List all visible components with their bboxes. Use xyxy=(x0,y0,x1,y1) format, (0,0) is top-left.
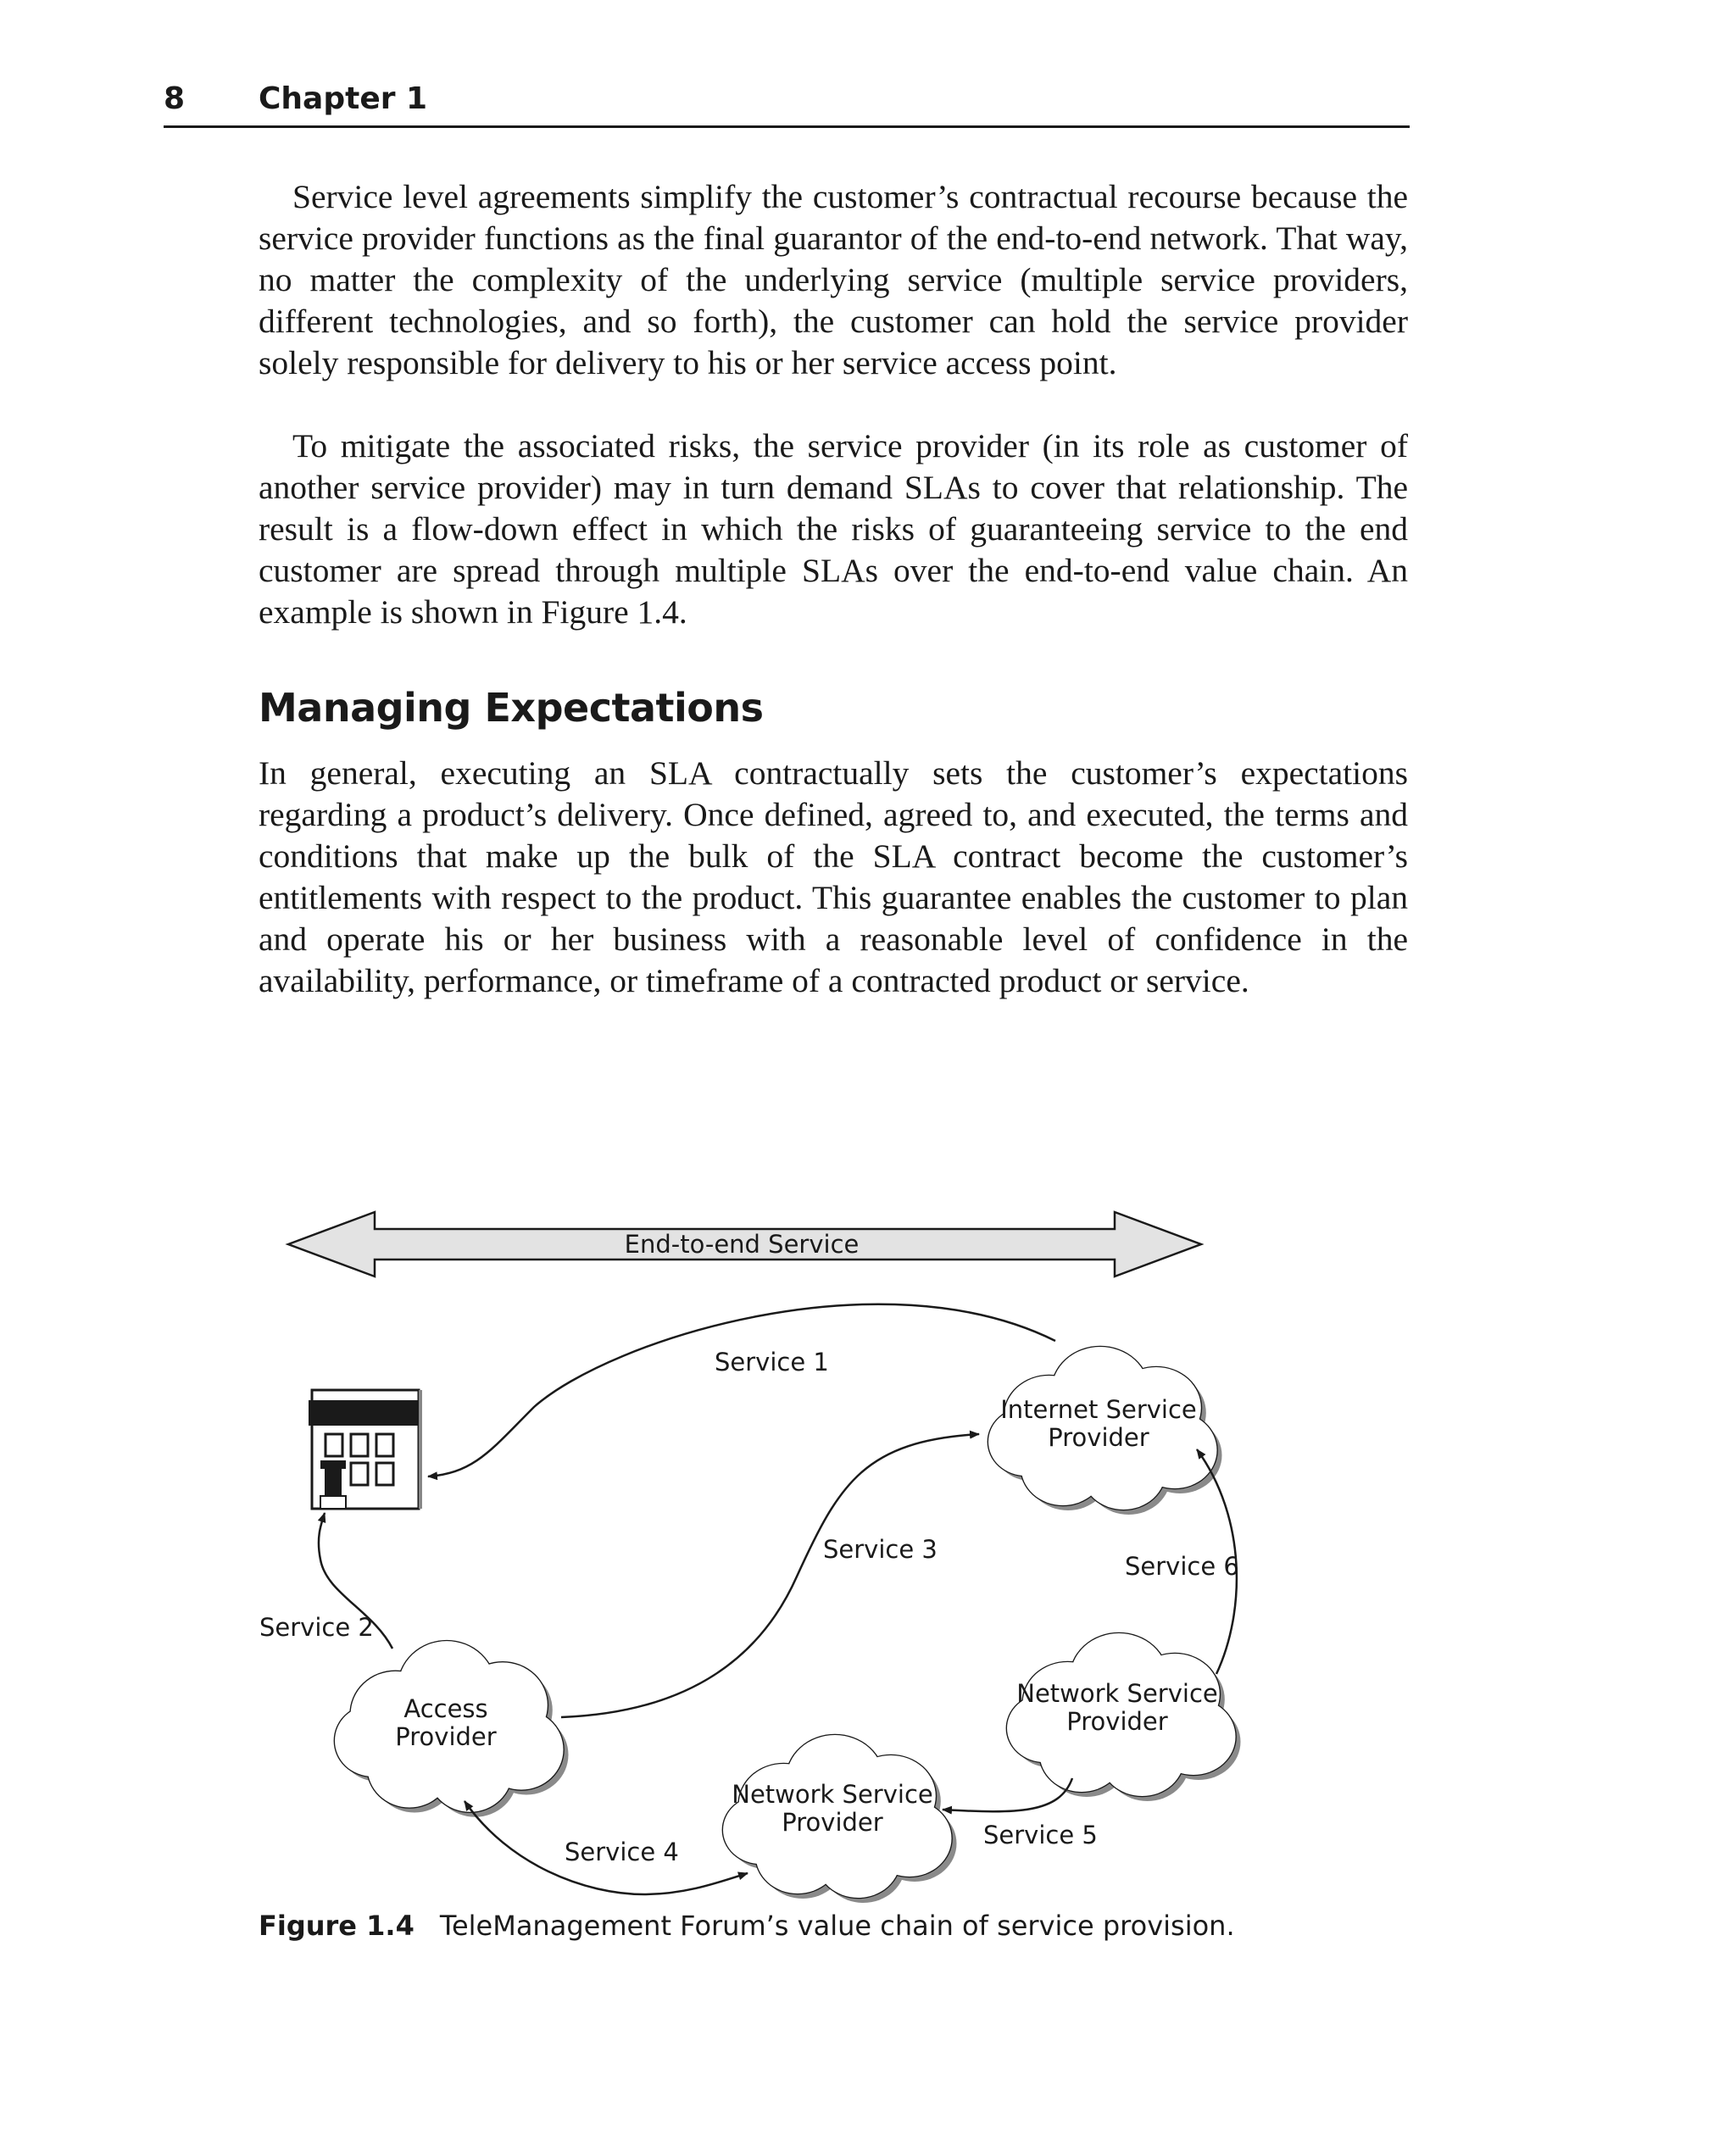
service-2-label: Service 2 xyxy=(259,1613,374,1642)
service-3-label: Service 3 xyxy=(823,1535,938,1564)
nsp-bottom-label-line1: Network Service xyxy=(732,1780,933,1809)
access-label-line2: Provider xyxy=(395,1722,497,1751)
isp-label-line2: Provider xyxy=(1048,1423,1149,1452)
service-1-connector xyxy=(428,1304,1055,1476)
service-5-connector xyxy=(943,1778,1072,1811)
customer-building-icon xyxy=(309,1390,422,1509)
figure-caption-text: TeleManagement Forum’s value chain of service provision. xyxy=(439,1910,1235,1942)
page-number: 8 xyxy=(164,81,186,116)
service-3-connector xyxy=(561,1434,979,1717)
chapter-title: Chapter 1 xyxy=(259,81,428,116)
paragraph-1: Service level agreements simplify the customer’s contractual recourse because the service provider functions as the final guarantor of the end-to-end network. That way, no matter the complexity of the underlying service (multiple service providers, different technologies, and so forth), the customer can hold the service provider solely responsible for delivery to his or her service access point. xyxy=(259,178,1408,381)
figure-caption xyxy=(259,1910,1235,1942)
service-5-label: Service 5 xyxy=(983,1821,1098,1849)
nsp-bottom-label-line2: Provider xyxy=(782,1808,883,1837)
paragraph-2: To mitigate the associated risks, the service provider (in its role as customer of another service provider) may in turn demand SLAs to cover that relationship. The result is a flow-down effect in which the risks of guaranteeing service to the end customer are spread through multiple SLAs over the end-to-end value chain. An example is shown in Figure 1.4. xyxy=(259,427,1408,631)
end-to-end-label: End-to-end Service xyxy=(624,1230,860,1259)
service-1-label: Service 1 xyxy=(715,1348,829,1376)
access-label-line1: Access xyxy=(403,1694,488,1723)
figure-caption-label: Figure 1.4 xyxy=(259,1910,415,1942)
nsp-right-label-line1: Network Service xyxy=(1016,1679,1218,1708)
isp-label-line1: Internet Service xyxy=(1000,1395,1197,1424)
service-4-label: Service 4 xyxy=(565,1838,679,1866)
section-heading: Managing Expectations xyxy=(259,685,764,731)
nsp-right-label-line2: Provider xyxy=(1066,1707,1168,1736)
section-paragraph: In general, executing an SLA contractually sets the customer’s expectations regarding a product’s delivery. Once defined, agreed to, and executed, the terms and conditions that make up the bulk of the SLA contract become the customer’s entitlements with respect to the product. This guarantee enables the customer to plan and operate his or her business with a reasonable level of confidence in the availability, performance, or timeframe of a contracted product or service. xyxy=(259,754,1408,999)
service-6-label: Service 6 xyxy=(1125,1552,1239,1581)
